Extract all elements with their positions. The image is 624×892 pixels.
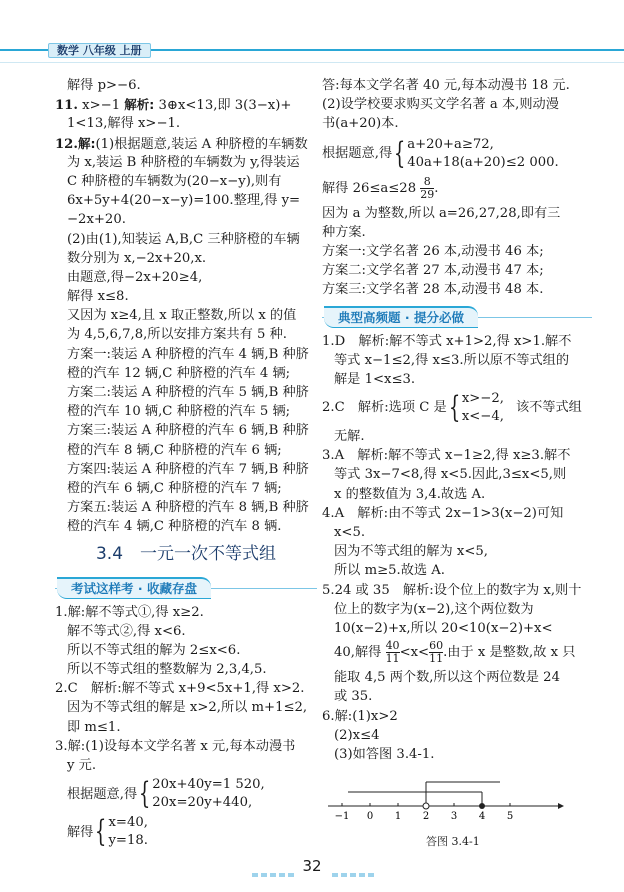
text-line: 解不等式②,得 x<6.: [67, 623, 186, 639]
footer-decoration: [252, 864, 297, 869]
q11-text: 3⊕x<13,即 3(3−x)+: [158, 98, 292, 114]
text-line: (2)x≤4: [334, 727, 380, 743]
tick-label: 4: [478, 811, 486, 823]
system-row: 40a+18(a+20)≤2 000.: [407, 154, 559, 170]
text-segment: .由于 x 是整数,故 x 只: [443, 645, 576, 661]
tick-label: 5: [506, 811, 514, 823]
fraction-line: [322, 638, 592, 668]
text-line: 橙的汽车 8 辆,C 种脐橙的汽车 6 辆;: [67, 442, 282, 458]
text-line: 书(a+20)本.: [322, 116, 399, 132]
text-line: 由题意,得−2x+20≥4,: [67, 269, 203, 285]
text-line: 答:每本文学名著 40 元,每本动漫书 18 元.: [322, 78, 570, 93]
text-line: 1.D 解析:解不等式 x+1>2,得 x>1.解不: [322, 333, 572, 349]
fraction-denominator: 29: [420, 187, 435, 201]
text-line: 解得 p>−6.: [67, 78, 141, 93]
right-column: [322, 76, 592, 850]
number-line: [322, 764, 592, 830]
q12-text: (1)根据题意,装运 A 种脐橙的车辆数: [95, 136, 308, 152]
text-line: 6x+5y+4(20−x−y)=100.整理,得 y=: [67, 193, 301, 209]
text-line: 为 4,5,6,7,8,所以安排方案共有 5 种.: [67, 327, 287, 343]
page-footer: [0, 854, 624, 878]
text-line: 解得 x≤8.: [67, 289, 129, 305]
text-segment: <x<: [399, 645, 430, 661]
tick-label: 1: [394, 811, 402, 823]
text-line: 3.A 解析:解不等式 x−1≥2,得 x≥3.解不: [322, 448, 571, 464]
equation-system: [55, 775, 317, 813]
text-line: 橙的汽车 10 辆,C 种脐橙的汽车 5 辆;: [67, 404, 291, 420]
fraction: [429, 640, 443, 665]
q11-label: 解析:: [124, 97, 155, 113]
text-line: 6.解:(1)x>2: [322, 708, 398, 724]
inequality-system: [322, 134, 592, 174]
text-line: 方案一:文学名著 26 本,动漫书 46 本;: [322, 243, 544, 259]
text-line: 因为不等式组的解为 x<5,: [334, 544, 488, 560]
fraction: [386, 640, 400, 665]
text-line: 方案一:装运 A 种脐橙的汽车 4 辆,B 种脐: [67, 346, 309, 362]
banner-label: 考试这样考 · 收藏存盘: [57, 577, 211, 599]
q11: [55, 95, 317, 114]
system-tail: 该不等式组: [515, 400, 582, 416]
text-line: 所以不等式组的解为 2≤x<6.: [67, 642, 241, 658]
q11-answer: x>−1: [82, 98, 121, 114]
text-line: 又因为 x≥4,且 x 取正整数,所以 x 的值: [67, 308, 297, 324]
text-line: 方案五:装运 A 种脐橙的汽车 8 辆,B 种脐: [67, 500, 309, 516]
system-row: x=40,: [108, 815, 148, 831]
system-rows: [462, 390, 504, 426]
fraction: [420, 176, 434, 201]
text-line: 等式 3x−7<8,得 x<5.因此,3≤x<5,则: [334, 467, 567, 483]
axis-arrow-icon: [558, 803, 564, 809]
system-rows: [152, 776, 265, 812]
text-line: 1.解:解不等式①,得 x≥2.: [55, 604, 204, 620]
text-line: 所以 m≥5.故选 A.: [334, 563, 445, 579]
brace-icon: {: [138, 776, 151, 812]
system-row: 20x=20y+440,: [152, 795, 253, 811]
system-lead: 解得: [67, 824, 94, 840]
text-line: 方案二:文学名著 27 本,动漫书 47 本;: [322, 263, 544, 279]
text-segment: 40,解得: [334, 645, 382, 661]
text-line: 为 x,装运 B 种脐橙的车辆数为 y,得装运: [67, 154, 300, 170]
banner-typical: [322, 300, 592, 332]
system-lead: 根据题意,得: [67, 786, 138, 802]
text-line: −2x+20.: [67, 212, 126, 228]
solution-lead: 解得 26≤a≤28: [322, 180, 417, 196]
system-row: a+20+a≥72,: [407, 136, 494, 152]
text-line: 因为不等式组的解是 x>2,所以 m+1≤2,: [67, 700, 308, 716]
q11-number: 11.: [55, 98, 78, 114]
text-line: 等式 x−1≤2,得 x≤3.所以原不等式组的: [334, 352, 570, 368]
text-line: (3)如答图 3.4-1.: [334, 746, 435, 762]
text-line: y 元.: [67, 758, 97, 773]
fraction-numerator: 40: [385, 639, 400, 653]
text-line: 橙的汽车 4 辆,C 种脐橙的汽车 8 辆.: [67, 519, 282, 535]
brace-icon: {: [393, 135, 406, 171]
text-line: 无解.: [334, 429, 365, 445]
text-line: 能取 4,5 两个数,所以这个两位数是 24: [334, 670, 560, 686]
text-line: (2)由(1),知装运 A,B,C 三种脐橙的车辆: [67, 231, 300, 247]
system-rows: [407, 136, 558, 172]
system-rows: [108, 814, 147, 850]
text-line: 种方案.: [322, 224, 366, 240]
q12-first: [55, 134, 317, 153]
fraction-denominator: 11: [429, 652, 444, 666]
text-line: 方案四:装运 A 种脐橙的汽车 7 辆,B 种脐: [67, 461, 309, 477]
text-line: 5.24 或 35 解析:设个位上的数字为 x,则十: [322, 582, 582, 598]
text-line: 解是 1<x≤3.: [334, 371, 416, 387]
system-lead: 2.C 解析:选项 C 是: [322, 400, 447, 416]
page-number: 32: [302, 857, 322, 875]
system-lead: 根据题意,得: [322, 145, 393, 161]
solution-system: [55, 813, 317, 851]
text-line: 橙的汽车 6 辆,C 种脐橙的汽车 7 辆;: [67, 480, 282, 496]
tick-label: 3: [450, 811, 458, 823]
number-line-figure: [322, 764, 592, 850]
tick-label: 2: [422, 811, 430, 823]
text-line: 方案二:装运 A 种脐橙的汽车 5 辆,B 种脐: [67, 385, 309, 400]
fraction-numerator: 8: [423, 174, 431, 188]
brace-icon: {: [448, 390, 460, 426]
banner-exam: [55, 571, 317, 603]
system-row: x<−4,: [461, 409, 504, 425]
text-line: 方案三:文学名著 28 本,动漫书 48 本.: [322, 282, 544, 298]
text-line: 方案三:装运 A 种脐橙的汽车 6 辆,B 种脐: [67, 423, 309, 439]
left-column: [55, 76, 317, 851]
brace-icon: {: [95, 814, 107, 850]
tick-label: −1: [334, 811, 350, 823]
solution-tail: .: [434, 180, 439, 196]
solution-line: [322, 174, 592, 204]
text-line: 2.C 解析:解不等式 x+9<5x+1,得 x>2.: [55, 681, 305, 697]
text-line: x<5.: [334, 525, 366, 540]
option-c-system: [322, 389, 592, 427]
closed-point: [479, 803, 485, 809]
banner-label: 典型高频题 · 提分必做: [324, 306, 478, 328]
text-line: x 的整数值为 3,4.故选 A.: [334, 486, 486, 502]
text-line: 10(x−2)+x,所以 20<10(x−2)+x<: [334, 620, 553, 636]
text-line: 数分别为 x,−2x+20,x.: [67, 250, 207, 266]
text-line: 所以不等式组的整数解为 2,3,4,5.: [67, 662, 267, 678]
text-line: 即 m≤1.: [67, 719, 121, 735]
page-header: [0, 40, 624, 68]
text-line: 或 35.: [334, 689, 373, 705]
text-line: 4.A 解析:由不等式 2x−1>3(x−2)可知: [322, 505, 564, 521]
system-row: y=18.: [108, 833, 148, 849]
fraction-numerator: 60: [429, 639, 444, 653]
fraction-denominator: 11: [385, 652, 400, 666]
q12-number: 12.: [55, 136, 78, 152]
system-row: x>−2,: [461, 391, 504, 407]
q12-label: 解:: [77, 135, 96, 151]
text-line: 橙的汽车 12 辆,C 种脐橙的汽车 4 辆;: [67, 365, 291, 381]
open-point: [423, 803, 429, 809]
header-rule-thin: [0, 62, 624, 63]
text-line: (2)设学校要求购买文学名著 a 本,则动漫: [322, 97, 559, 113]
text-line: 1<13,解得 x>−1.: [67, 116, 181, 132]
text-line: C 种脐橙的车辆数为(20−x−y),则有: [67, 173, 282, 189]
text-line: 3.解:(1)设每本文学名著 x 元,每本动漫书: [55, 738, 296, 754]
book-tag: 数学 八年级 上册: [48, 43, 151, 58]
text-line: 因为 a 为整数,所以 a=26,27,28,即有三: [322, 205, 561, 221]
system-row: 20x+40y=1 520,: [152, 777, 265, 793]
text-line: 位上的数字为(x−2),这个两位数为: [334, 601, 534, 617]
footer-decoration: [332, 864, 377, 869]
figure-caption: 答图 3.4-1: [426, 835, 480, 849]
tick-label: 0: [366, 811, 374, 823]
section-title: 3.4 一元一次不等式组: [95, 543, 277, 564]
